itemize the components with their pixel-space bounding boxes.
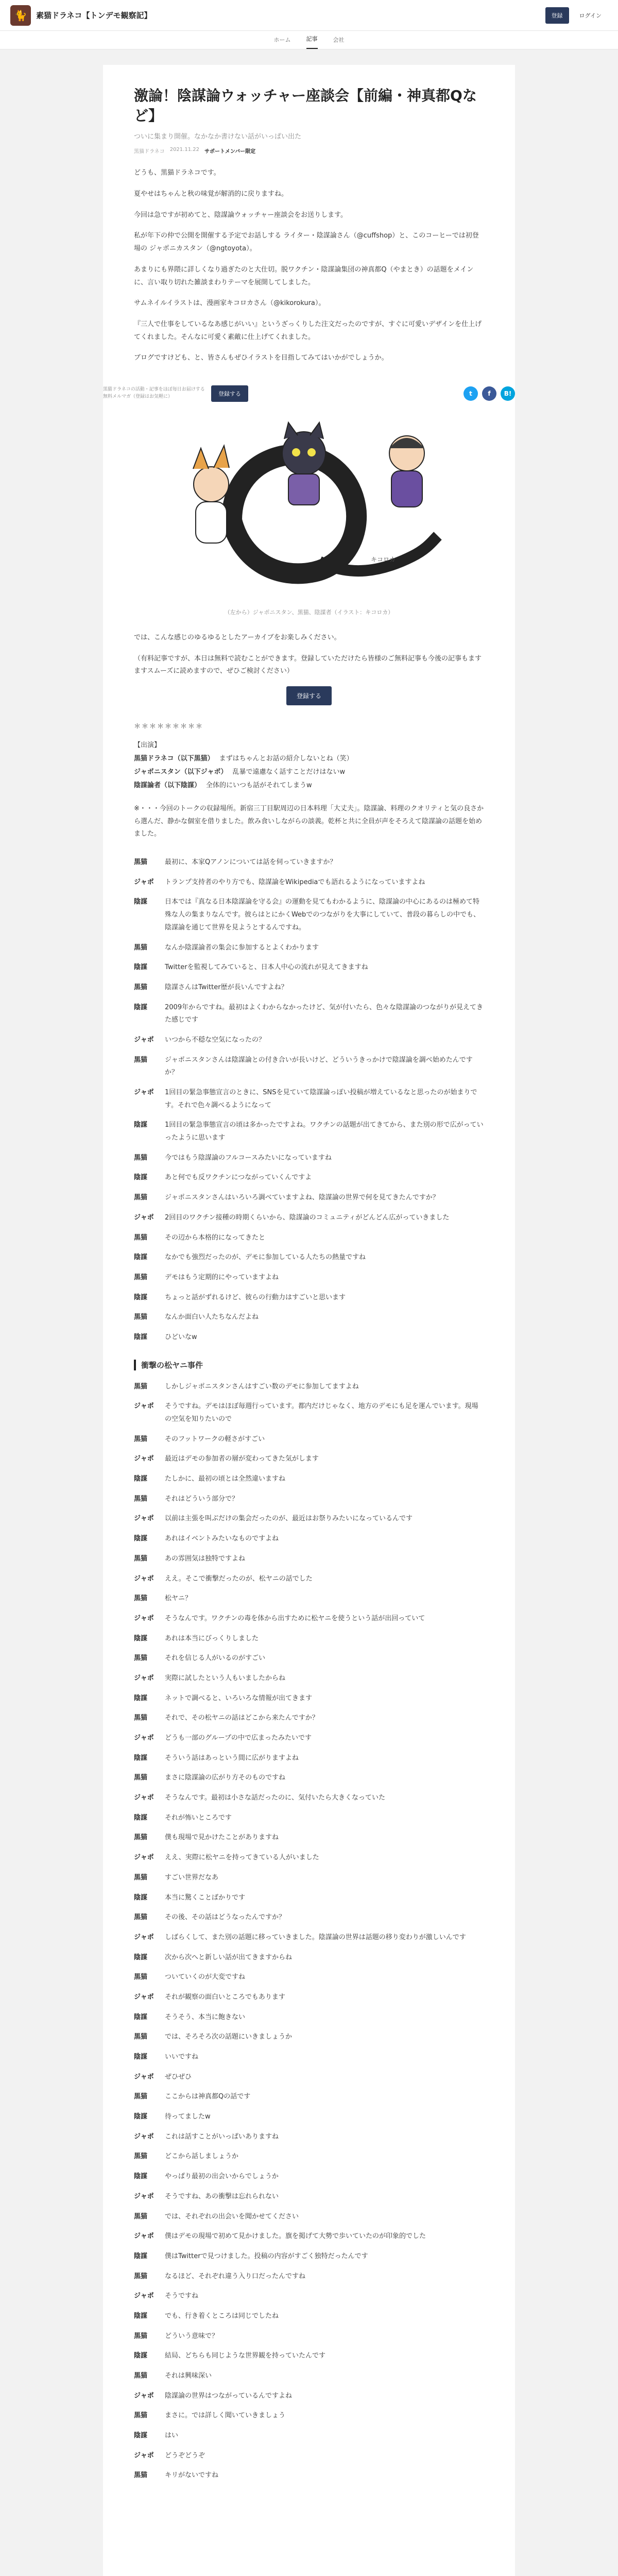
speech-text: 陰謀論の世界はつながっているんですよね	[165, 2392, 293, 2400]
speaker-name: ジャポ	[134, 2392, 154, 2400]
speaker-name: 陰謀	[134, 1253, 148, 1262]
illustration-svg	[165, 407, 453, 603]
speaker-name: ジャポ	[134, 2232, 154, 2241]
blog-title[interactable]: 素猫ドラネコ【トンデモ観察記】	[36, 11, 152, 20]
speaker-name: ジャポ	[134, 1674, 154, 1682]
paid-note: では、こんな感じのゆるゆるとしたアーカイブをお楽しみください。	[134, 633, 341, 641]
dialogue-line	[134, 2290, 484, 2303]
speaker-name: ジャポ	[134, 1402, 154, 1411]
speaker-name: 黒猫	[134, 1973, 148, 1981]
speech-text: 結局、どちらも同じような世界観を持っていたんです	[165, 2352, 326, 2360]
dialogue-line	[134, 1752, 484, 1765]
dialogue-line	[134, 2091, 484, 2104]
speech-text: いつから不穏な空気になったの？	[165, 1036, 266, 1044]
section-heading: 衝撃の松ヤニ事件	[134, 1360, 484, 1370]
thumbnail-illustration	[165, 407, 453, 603]
dialogue-line	[134, 961, 484, 974]
speech-text: 次から次へと新しい話が出てきますからね	[165, 1953, 293, 1961]
dialogue-line	[134, 1592, 484, 1605]
speech-text: 実際に試したという人もいましたからね	[165, 1674, 286, 1682]
dialogue-line	[134, 2450, 484, 2463]
members-heading: 【出演】	[134, 741, 161, 749]
speaker-name: 黒猫	[134, 1834, 148, 1842]
member-desc: 全体的にいつも話がそれてしまうw	[206, 782, 312, 789]
dialogue-line	[134, 2330, 484, 2343]
speaker-name: 黒猫	[134, 1273, 148, 1281]
speaker-name: 黒猫	[134, 1495, 148, 1503]
speaker-name: ジャポ	[134, 2292, 154, 2300]
dialogue-line	[134, 2390, 484, 2403]
dialogue-line	[134, 1400, 484, 1426]
share-bar	[103, 385, 515, 402]
speech-text: なるほど、それぞれ違う入り口だったんですね	[165, 2272, 306, 2280]
dialogue-line	[134, 1652, 484, 1665]
dialogue-line	[134, 1792, 484, 1805]
speaker-name: 黒猫	[134, 1435, 148, 1443]
speech-text: 陰謀さんはTwitter歴が長いんですよね？	[165, 983, 288, 991]
speaker-name: 黒猫	[134, 2033, 148, 2041]
speaker-name: 陰謀	[134, 1953, 148, 1961]
dialogue-line	[134, 1381, 484, 1394]
speech-text: まさに。では詳しく聞いていきましょう	[165, 2412, 286, 2420]
speaker-name: 黒猫	[134, 2212, 148, 2221]
dialogue-line	[134, 2430, 484, 2443]
speaker-name: 陰謀	[134, 2113, 148, 2121]
dialogue-line	[134, 942, 484, 955]
dialogue-line	[134, 1931, 484, 1944]
login-button[interactable]: ログイン	[573, 7, 608, 24]
dialogue-line	[134, 2011, 484, 2024]
speaker-name: ジャポ	[134, 1614, 154, 1622]
speaker-name: 黒猫	[134, 1233, 148, 1242]
speaker-name: 陰謀	[134, 1814, 148, 1822]
dialogue-line	[134, 1692, 484, 1705]
speaker-name: 陰謀	[134, 2432, 148, 2440]
dialogue-line	[134, 2171, 484, 2183]
magazine-badge[interactable]: サポートメンバー限定	[204, 149, 256, 155]
dialogue-line	[134, 1852, 484, 1865]
dialogue-line	[134, 1232, 484, 1245]
tab-company[interactable]: 会社	[333, 37, 345, 43]
speech-text: 1回目の緊急事態宣言の頃は多かったですよね。ワクチンの話題が出てきてから、また別の形で広がっていったように思います	[165, 1121, 484, 1142]
speaker-name: ジャポ	[134, 1933, 154, 1941]
dialogue-line	[134, 2191, 484, 2204]
intro-paragraph: ブログですけども、と、皆さんもぜひイラストを目指してみてはいかがでしょうか。	[134, 354, 388, 362]
speech-text: あれは本当にびっくりしました	[165, 1634, 259, 1642]
speech-text: どこから話しましょうか	[165, 2153, 239, 2161]
speech-text: あれはイベントみたいなものですよね	[165, 1535, 279, 1543]
speech-text: トランプ支持者のやり方でも、陰謀論をWikipediaでも語れるようになっていますよね	[165, 878, 425, 886]
speech-text: ここからは神真都Qの話です	[165, 2093, 251, 2101]
speech-text: ジャポニスタンさんは陰謀論との付き合いが長いけど、どういうきっかけで陰謀論を調べ始めたんですか？	[165, 1056, 473, 1077]
speaker-name: 陰謀	[134, 2352, 148, 2360]
speech-text: その辺から本格的になってきたと	[165, 1233, 266, 1242]
dialogue-line	[134, 1812, 484, 1825]
hatena-bookmark-icon[interactable]: B!	[501, 386, 515, 401]
intro-paragraph: サムネイルイラストは、漫画家キコロカさん（@kikorokura）。	[134, 299, 325, 308]
speech-text: なかでも強烈だったのが、デモに参加している人たちの熱量ですね	[165, 1253, 366, 1262]
speech-text: まさに陰謀論の広がり方そのものですね	[165, 1774, 286, 1782]
speech-text: ネットで調べると、いろいろな情報が出てきます	[165, 1694, 313, 1702]
speaker-name: ジャポ	[134, 1213, 154, 1222]
speaker-name: 黒猫	[134, 2332, 148, 2340]
speech-text: 以前は主張を叫ぶだけの集会だったのが、最近はお祭りみたいになっているんです	[165, 1515, 413, 1523]
dialogue-line	[134, 1453, 484, 1466]
speech-text: そうですね、あの衝撃は忘れられない	[165, 2192, 279, 2200]
speech-text: やっぱり最初の出会いからでしょうか	[165, 2173, 279, 2181]
speaker-name: ジャポ	[134, 2132, 154, 2141]
dialogue-line	[134, 2230, 484, 2243]
dialogue-line	[134, 1493, 484, 1506]
speech-text: そうなんです。ワクチンの毒を体から出すために松ヤニを使うという話が出回っていて	[165, 1614, 425, 1622]
dialogue-line	[134, 1991, 484, 2004]
speaker-name: 黒猫	[134, 1654, 148, 1663]
dialogue-line	[134, 1832, 484, 1844]
dialogue-line	[134, 1251, 484, 1264]
article	[103, 65, 515, 2576]
speaker-name: 黒猫	[134, 2372, 148, 2380]
speaker-name: 陰謀	[134, 898, 148, 906]
dialogue-line	[134, 1911, 484, 1924]
dialogue-line	[134, 981, 484, 994]
speech-text: それが怖いところです	[165, 1814, 232, 1822]
speaker-name: 黒猫	[134, 1714, 148, 1722]
speech-text: そうなんです。最初は小さな話だったのに、気付いたら大きくなっていた	[165, 1794, 385, 1802]
speaker-name: 黒猫	[134, 2471, 148, 2480]
dialogue-line	[134, 1152, 484, 1165]
nav-tabs	[0, 31, 618, 49]
speaker-name: 陰謀	[134, 1003, 148, 1011]
speech-text: いいですね	[165, 2053, 199, 2061]
dialogue-line	[134, 2370, 484, 2383]
dialogue-line	[134, 1533, 484, 1546]
speech-text: あの雰囲気は独特ですよね	[165, 1554, 246, 1563]
dialogue-line	[134, 1433, 484, 1446]
dialogue-line	[134, 1772, 484, 1785]
speaker-name: ジャポ	[134, 1993, 154, 2001]
newsletter-note: 黒猫ドラネコの活動・記事をほぼ毎日お届けする無料メルマガ（登録はお気軽に）	[103, 387, 205, 399]
speech-text: そういう話はあっという間に広がりますよね	[165, 1754, 299, 1762]
speech-text: それで、その松ヤニの話はどこから来たんですか？	[165, 1714, 319, 1722]
article-subtitle: ついに集まり開催。なかなか書けない話がいっぱい出た	[134, 133, 302, 141]
speaker-name: 黒猫	[134, 1595, 148, 1603]
dialogue-line	[134, 1002, 484, 1027]
register-button[interactable]: 登録	[545, 7, 569, 24]
speaker-name: 黒猫	[134, 1774, 148, 1782]
speaker-name: 黒猫	[134, 1554, 148, 1563]
speaker-name: 黒猫	[134, 1313, 148, 1321]
member-name: ジャポニスタン（以下ジャポ）	[134, 768, 228, 776]
intro-paragraph: 今回は急ですが初めてと、陰謀論ウォッチャー座談会をお送りします。	[134, 211, 348, 219]
dialogue-section-2	[134, 1381, 484, 2483]
speaker-name: ジャポ	[134, 2073, 154, 2081]
speech-text: Twitterを監視してみていると、日本人中心の流れが見えてきますね	[165, 963, 368, 972]
dialogue-line	[134, 1892, 484, 1905]
intro-paragraph: 夏やせはちゃんと秋の味覚が解消的に戻りますね。	[134, 190, 288, 198]
speaker-name: 陰謀	[134, 963, 148, 972]
speech-text: 僕はデモの現場で初めて見かけました。旗を掲げて大勢で歩いていたのが印象的でした	[165, 2232, 426, 2241]
dialogue-line	[134, 2469, 484, 2482]
dialogue-line	[134, 2150, 484, 2163]
speech-text: 僕も現場で見かけたことがありますね	[165, 1834, 279, 1842]
speaker-name: 黒猫	[134, 1382, 148, 1391]
speech-text: 今ではもう陰謀論のフルコースみたいになっていますね	[165, 1154, 332, 1162]
speaker-name: ジャポ	[134, 2192, 154, 2200]
speaker-name: 黒猫	[134, 943, 148, 952]
dialogue-line	[134, 1712, 484, 1725]
speaker-name: 陰謀	[134, 1634, 148, 1642]
speaker-name: ジャポ	[134, 1794, 154, 1802]
speaker-name: 黒猫	[134, 1913, 148, 1922]
member-row	[134, 766, 484, 779]
speaker-name: 黒猫	[134, 983, 148, 991]
speech-text: その後、その話はどうなったんですか？	[165, 1913, 286, 1922]
dialogue-line	[134, 1119, 484, 1144]
speech-text: それが観察の面白いところでもあります	[165, 1993, 285, 2001]
speech-text: ぜひぜひ	[165, 2073, 192, 2081]
speaker-name: 黒猫	[134, 1873, 148, 1882]
site-header	[0, 0, 618, 31]
speech-text: それは興味深い	[165, 2372, 212, 2380]
dialogue-line	[134, 1633, 484, 1646]
speech-text: では、そろそろ次の話題にいきましょうか	[165, 2033, 293, 2041]
dialogue-line	[134, 1971, 484, 1984]
speaker-name: 黒猫	[134, 2153, 148, 2161]
speech-text: 本当に驚くことばかりです	[165, 1893, 246, 1902]
tab-home[interactable]: ホーム	[273, 37, 291, 43]
dialogue-line	[134, 856, 484, 869]
speech-text: どうも一部のグループの中で広まったみたいです	[165, 1734, 312, 1742]
speaker-name: ジャポ	[134, 1036, 154, 1044]
speech-text: しばらくして、また別の話題に移っていきました。陰謀論の世界は話題の移り変わりが激しいんです	[165, 1933, 466, 1941]
speech-text: あと何でも反ワクチンにつながっていくんですよ	[165, 1174, 312, 1182]
preface-note: ※・・・今回のトークの収録場所。新宿三丁目駅周辺の日本料理「大丈夫」。陰謀論、料理のクオリティと気の良さから選んだ、静かな個室を借りました。飲み食いしながらの談義。乾杯と共に全員が声をそろえて陰謀論の話題を始めました。	[134, 805, 484, 838]
dialogue-line	[134, 2270, 484, 2283]
dialogue-line	[134, 1732, 484, 1745]
members-list	[134, 739, 484, 792]
speaker-name: ジャポ	[134, 1574, 154, 1583]
speech-text: そうですね。デモはほぼ毎週行っています。都内だけじゃなく、地方のデモにも足を運んでいます。現場の空気を知りたいので	[165, 1402, 478, 1423]
section-divider: ＊＊＊＊＊＊＊＊＊	[134, 723, 204, 731]
speech-text: ついていくのが大変ですね	[165, 1973, 246, 1981]
speech-text: 僕はTwitterで見つけました。投稿の内容がすごく独特だったんです	[165, 2252, 368, 2260]
dialogue-line	[134, 1513, 484, 1526]
speech-text: これは話すことがいっぱいありますね	[165, 2132, 279, 2141]
speech-text: 待ってましたw	[165, 2113, 211, 2121]
speech-text: 日本では『真なる日本陰謀論を守る会』の運動を見てもわかるように、陰謀論の中心にあるのは極めて特殊な人の集まりなんです。彼らはとにかくWebでのつながりを大事にしていて、普段の暮らしの中でも、陰謀論を通じて世界を見ようとするんですね。	[165, 898, 480, 931]
member-row	[134, 752, 484, 766]
subscribe-button[interactable]: 登録する	[211, 385, 248, 402]
speech-text: なんか面白い人たちなんだよね	[165, 1313, 259, 1321]
speech-text: デモはもう定期的にやっていますよね	[165, 1273, 279, 1281]
speaker-name: ジャポ	[134, 1854, 154, 1862]
speaker-name: 陰謀	[134, 1121, 148, 1129]
speaker-name: 陰謀	[134, 2053, 148, 2061]
speaker-name: 陰謀	[134, 2252, 148, 2260]
speaker-name: ジャポ	[134, 2451, 154, 2460]
speech-text: なんか陰謀論者の集会に参加するとよくわかります	[165, 943, 319, 952]
dialogue-line	[134, 1034, 484, 1047]
speaker-name: 陰謀	[134, 2312, 148, 2320]
speech-text: どういう意味で？	[165, 2332, 219, 2340]
paid-note-2: （有料記事ですが、本日は無料で読むことができます。登録していただけたら皆様のご無料記事も今後の記事もますますスムーズに読めますので、ぜひご検討ください）	[134, 654, 482, 675]
speaker-name: 黒猫	[134, 2272, 148, 2280]
center-subscribe-button[interactable]: 登録する	[286, 686, 332, 705]
dialogue-line	[134, 2211, 484, 2224]
dialogue-line	[134, 1192, 484, 1205]
dialogue-line	[134, 2111, 484, 2124]
speaker-name: ジャポ	[134, 1089, 154, 1096]
speaker-name: ジャポ	[134, 1455, 154, 1463]
dialogue-line	[134, 1087, 484, 1112]
dialogue-line	[134, 1212, 484, 1225]
dialogue-section-1	[134, 856, 484, 1344]
facebook-icon[interactable]: f	[482, 386, 496, 401]
speech-text: 最近はデモの参加者の層が変わってきた気がします	[165, 1455, 319, 1463]
dialogue-line	[134, 1311, 484, 1324]
twitter-icon[interactable]: t	[464, 386, 478, 401]
member-desc: まずはちゃんとお話の紹介しないとね（笑）	[219, 755, 353, 762]
speech-text: では、それぞれの出会いを聞かせてください	[165, 2212, 299, 2221]
illustration-signature: キコロカ	[371, 555, 396, 563]
speaker-name: 黒猫	[134, 1194, 148, 1202]
speaker-name: 陰謀	[134, 1174, 148, 1182]
speech-text: 2009年からですね。最初はよくわからなかったけど、気が付いたら、色々な陰謀論のつながりが見えてきた感じです	[165, 1003, 483, 1024]
speaker-name: 黒猫	[134, 858, 148, 867]
speech-text: そうですね	[165, 2292, 199, 2300]
speaker-name: 黒猫	[134, 2093, 148, 2101]
member-name: 陰謀論者（以下陰謀）	[134, 782, 201, 789]
speech-text: ジャポニスタンさんはいろいろ調べていますよね、陰謀論の世界で何を見てきたんですか？	[165, 1194, 439, 1202]
speech-text: そのフットワークの軽さがすごい	[165, 1435, 265, 1443]
dialogue-line	[134, 2051, 484, 2064]
speaker-name: 黒猫	[134, 1154, 148, 1162]
intro-paragraph: 私が年下の仲で公開を開催する予定でお話しする ライター・陰謀論さん（@cuffshop）と、このコーヒーでは初登場の ジャポニカスタン（@ngtoyota）。	[134, 232, 479, 253]
speaker-name: ジャポ	[134, 1734, 154, 1742]
dialogue-line	[134, 2310, 484, 2323]
speech-text: でも、行き着くところは同じでしたね	[165, 2312, 279, 2320]
speaker-name: 陰謀	[134, 1694, 148, 1702]
dialogue-line	[134, 2250, 484, 2263]
illustration-caption: （左から）ジャポニスタン、黒猫、陰謀者（イラスト：キコロカ）	[224, 608, 394, 616]
speaker-name: 陰謀	[134, 2173, 148, 2181]
speech-text: 2回目のワクチン接種の時期くらいから、陰謀論のコミュニティがどんどん広がっていきました	[165, 1213, 450, 1222]
dialogue-line	[134, 1172, 484, 1184]
member-name: 黒猫ドラネコ（以下黒猫）	[134, 755, 214, 762]
tab-articles[interactable]: 記事	[306, 35, 318, 49]
dialogue-line	[134, 896, 484, 934]
publish-date: 2021.11.22	[169, 147, 199, 153]
dialogue-line	[134, 1952, 484, 1964]
dialogue-line	[134, 1573, 484, 1586]
speaker-name: ジャポ	[134, 878, 154, 886]
dialogue-line	[134, 876, 484, 889]
speech-text: そうそう、本当に飽きない	[165, 2013, 246, 2021]
speech-text: ちょっと話がずれるけど、彼らの行動力はすごいと思います	[165, 1293, 346, 1301]
speaker-name: 陰謀	[134, 2013, 148, 2021]
member-desc: 乱暴で遠慮なく話すことだけはないw	[232, 768, 346, 776]
speaker-name: 陰謀	[134, 1293, 148, 1301]
speech-text: 松ヤニ？	[165, 1595, 192, 1603]
intro-paragraph: 『三人で仕事をしているなあ感じがいい』というざっくりした注文だったのですが、すぐに可愛いデザインを仕上げてくれました。そんなに可愛く素敵に仕上げてくれました。	[134, 320, 482, 341]
dialogue-line	[134, 1872, 484, 1885]
speech-text: たしかに、最初の頃とは全然違いますね	[165, 1475, 286, 1483]
dialogue-line	[134, 1553, 484, 1566]
dialogue-line	[134, 1054, 484, 1079]
speaker-name: 陰謀	[134, 1893, 148, 1902]
dialogue-line	[134, 2131, 484, 2144]
speaker-name: 黒猫	[134, 2412, 148, 2420]
speaker-name: 陰謀	[134, 1475, 148, 1483]
article-meta	[134, 147, 484, 155]
speech-text: しかしジャポニスタンさんはすごい数のデモに参加してますよね	[165, 1382, 359, 1391]
dialogue-line	[134, 1331, 484, 1344]
speech-text: どうぞどうぞ	[165, 2451, 205, 2460]
dialogue-line	[134, 2410, 484, 2422]
speaker-name: 黒猫	[134, 1056, 148, 1064]
dialogue-line	[134, 2071, 484, 2084]
dialogue-line	[134, 2031, 484, 2044]
header-actions	[545, 7, 608, 24]
speech-text: ええ。そこで衝撃だったのが、松ヤニの話でした	[165, 1574, 313, 1583]
member-row	[134, 779, 484, 792]
dialogue-line	[134, 1292, 484, 1304]
dialogue-line	[134, 1473, 484, 1486]
blog-logo[interactable]: 🐈	[10, 5, 31, 26]
speech-text: はい	[165, 2432, 179, 2440]
speech-text: キリがないですね	[165, 2471, 219, 2480]
speech-text: それを信じる人がいるのがすごい	[165, 1654, 266, 1663]
speech-text: 最初に、本家Qアノンについては話を伺っていきますか？	[165, 858, 337, 867]
speech-text: それはどういう部分で？	[165, 1495, 239, 1503]
speaker-name: 陰謀	[134, 1535, 148, 1543]
dialogue-line	[134, 1613, 484, 1625]
author-name[interactable]: 黒猫ドラネコ	[134, 149, 165, 155]
speech-text: すごい世界だなあ	[165, 1873, 219, 1882]
intro-paragraph: あまりにも界隈に詳しくなり過ぎたのと大仕切。脱ワクチン・陰謀論集団の神真都Q（やまとき）の話題をメインに、言い取り切れた雑談まわりテーマを展開してしました。	[134, 265, 474, 286]
dialogue-line	[134, 1272, 484, 1284]
speech-text: ひどいなw	[165, 1333, 197, 1341]
speaker-name: ジャポ	[134, 1515, 154, 1523]
article-title: 激論！陰謀論ウォッチャー座談会【前編・神真都Qなど】	[134, 87, 477, 125]
intro-paragraph: どうも、黒猫ドラネコです。	[134, 169, 220, 177]
speech-text: 1回目の緊急事態宣言のときに、SNSを見ていて陰謀論っぽい投稿が増えているなと思ったのが始まりです。それで色々調べるようになって	[165, 1089, 477, 1109]
speech-text: ええ、実際に松ヤニを持ってきている人がいました	[165, 1854, 319, 1862]
dialogue-line	[134, 1672, 484, 1685]
dialogue-line	[134, 2350, 484, 2363]
share-icons	[464, 386, 515, 401]
speaker-name: 陰謀	[134, 1333, 148, 1341]
speaker-name: 陰謀	[134, 1754, 148, 1762]
